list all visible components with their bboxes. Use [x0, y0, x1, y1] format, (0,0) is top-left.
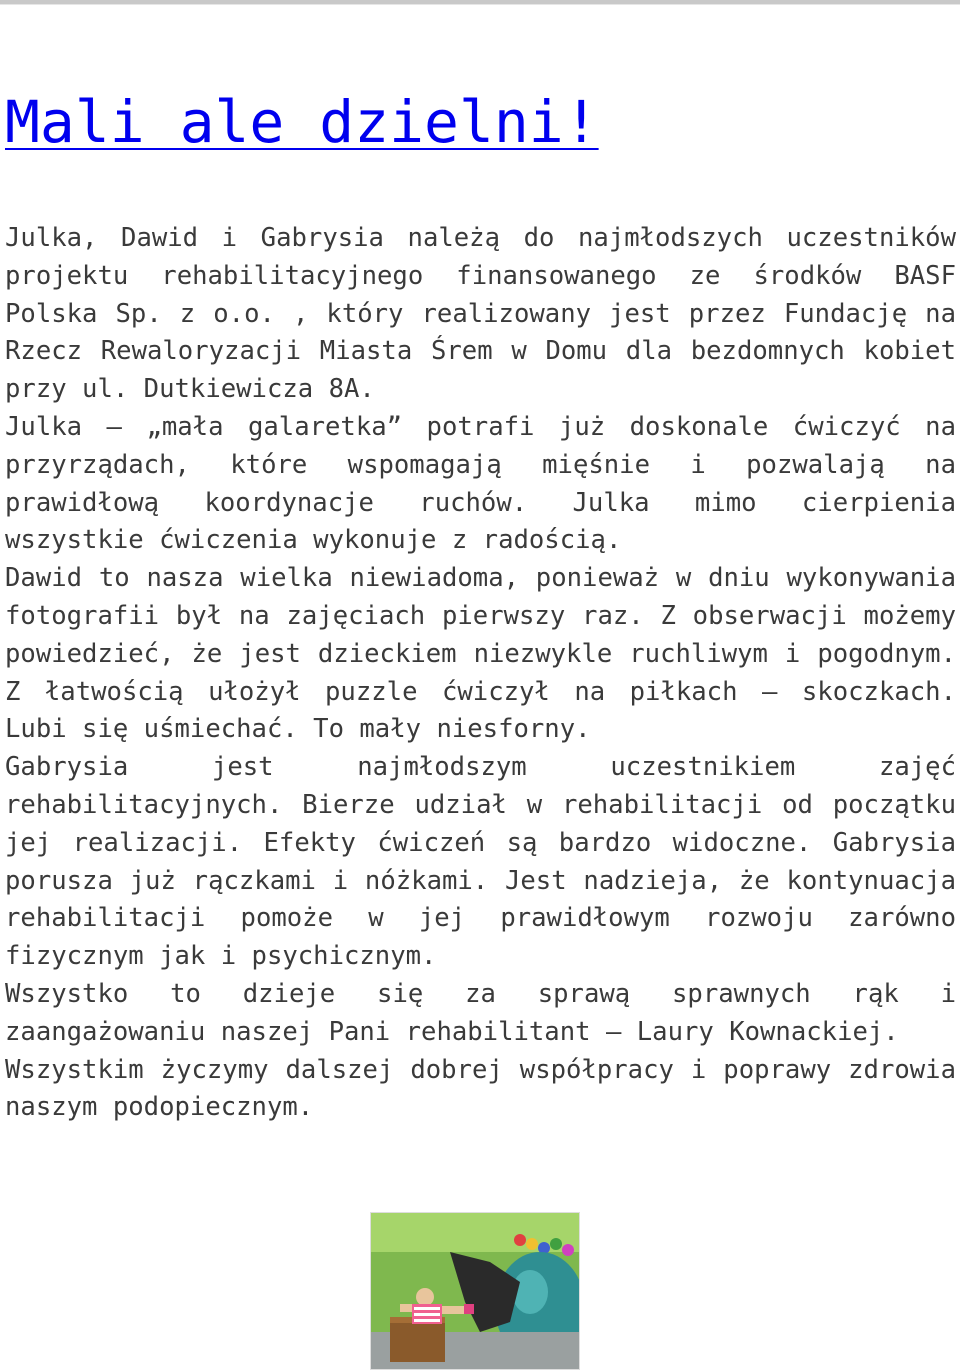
article-title-link[interactable]: Mali ale dzielni! — [5, 88, 599, 156]
intro-text: , który realizowany jest przez Fundację na Rzecz Rewaloryzacji Miasta Śrem w Domu dla bezdomnych kobiet przy ul. Dutkiewicza 8A. — [5, 298, 956, 405]
paragraph-julka: Julka – „mała galaretka” potrafi już doskonale ćwiczyć na przyrządach, które wspomagają mięśnie i pozwalają na prawidłową koordynacje ruchów. Julka mimo cierpienia wszystkie ćwiczenia wykonuje z radością. — [5, 411, 956, 556]
paragraph-intro — [5, 220, 956, 409]
top-rule — [0, 0, 960, 5]
rehabilitation-photo — [370, 1212, 580, 1370]
paragraph-dawid: Dawid to nasza wielka niewiadoma, ponieważ w dniu wykonywania fotografii był na zajęciach pierwszy raz. Z obserwacji możemy powiedzieć, że jest dzieckiem niezwykle ruchliwym i pogodnym. Z łatwością ułożył puzzle ćwiczył na piłkach – skoczkach. Lubi się uśmiechać. To mały niesforny. — [5, 563, 956, 745]
paragraph-gabrysia: Gabrysia jest najmłodszym uczestnikiem zajęć rehabilitacyjnych. Bierze udział w rehabilitacji od początku jej realizacji. Efekty ćwiczeń są bardzo widoczne. Gabrysia porusza już rączkami i nóżkami. Jest nadzieja, że kontynuacja rehabilitacji pomoże w jej prawidłowym rozwoju zarówno fizycznym jak i psychicznym. — [5, 752, 956, 972]
article-body — [5, 220, 956, 1127]
intro-link[interactable]: Julka, Dawid i Gabrysia należą do najmłodszych uczestników projektu rehabilitacyjnego finansowanego ze środków BASF Polska Sp. z o.o. — [5, 223, 956, 329]
paragraph-wishes: Wszystkim życzymy dalszej dobrej współpracy i poprawy zdrowia naszym podopiecznym. — [5, 1054, 956, 1123]
paragraph-rehabilitant: Wszystko to dzieje się za sprawą sprawnych rąk i zaangażowaniu naszej Pani rehabilitant – Laury Kownackiej. — [5, 978, 956, 1047]
